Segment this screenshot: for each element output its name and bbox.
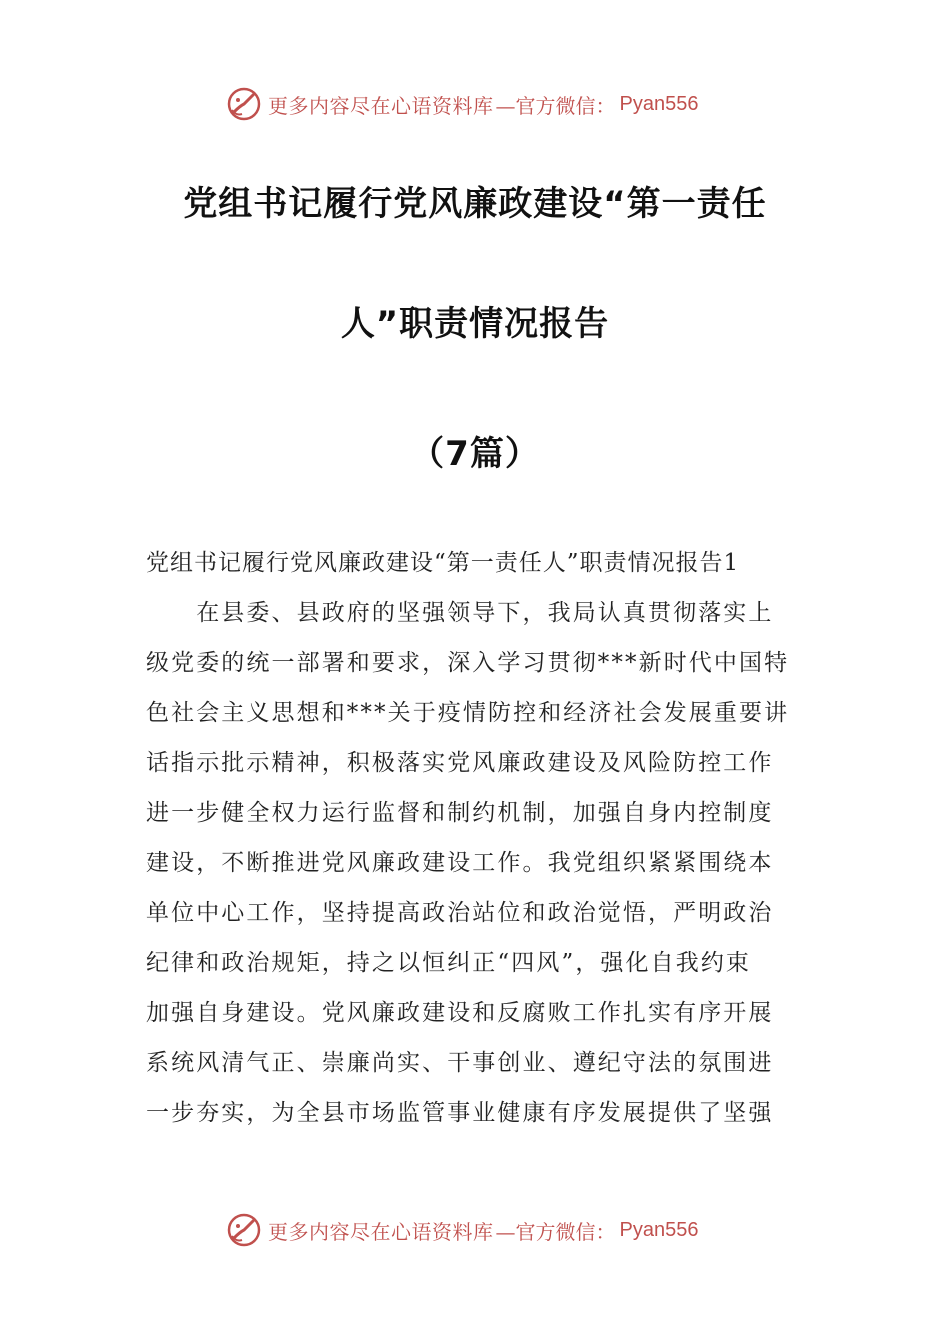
paragraph-line: 色社会主义思想和***关于疫情防控和经济社会发展重要讲 [146, 700, 790, 726]
paragraph-line: 系统风清气正、崇廉尚实、干事创业、遵纪守法的氛围进 [146, 1050, 774, 1076]
banner-main-text: 更多内容尽在心语资料库 [268, 1219, 494, 1244]
document-title-line1: 党组书记履行党风廉政建设“第一责任 [183, 184, 767, 224]
paragraph-line: 话指示批示精神，积极落实党风廉政建设及风险防控工作 [146, 750, 774, 776]
banner-wechat-id: Pyan556 [619, 1218, 699, 1241]
banner-wechat-id: Pyan556 [619, 92, 699, 115]
banner-sub-text: —官方微信： [495, 1219, 616, 1244]
paragraph-line: 级党委的统一部署和要求，深入学习贯彻***新时代中国特 [146, 650, 790, 676]
section-heading: 党组书记履行党风廉政建设“第一责任人”职责情况报告1 [146, 550, 740, 576]
pen-logo-icon [226, 1212, 262, 1248]
paragraph-line: 建设，不断推进党风廉政建设工作。我党组织紧紧围绕本 [146, 850, 774, 876]
paragraph-line: 在县委、县政府的坚强领导下，我局认真贯彻落实上 [146, 600, 774, 626]
paragraph-line: 单位中心工作，坚持提高政治站位和政治觉悟，严明政治 [146, 900, 774, 926]
banner-sub-text: —官方微信： [495, 93, 616, 118]
banner-main-text: 更多内容尽在心语资料库 [268, 93, 494, 118]
paragraph-line: 加强自身建设。党风廉政建设和反腐败工作扎实有序开展 [146, 1000, 774, 1026]
header-banner [226, 84, 746, 124]
paragraph-line: 纪律和政治规矩，持之以恒纠正“四风”，强化自我约束 [146, 950, 752, 976]
footer-banner [226, 1210, 746, 1250]
document-title-line2: 人”职责情况报告 [340, 304, 610, 344]
document-count-label: （7篇） [410, 434, 540, 474]
paragraph-line: 一步夯实，为全县市场监管事业健康有序发展提供了坚强 [146, 1100, 774, 1126]
pen-logo-icon [226, 86, 262, 122]
paragraph-line: 进一步健全权力运行监督和制约机制，加强自身内控制度 [146, 800, 774, 826]
